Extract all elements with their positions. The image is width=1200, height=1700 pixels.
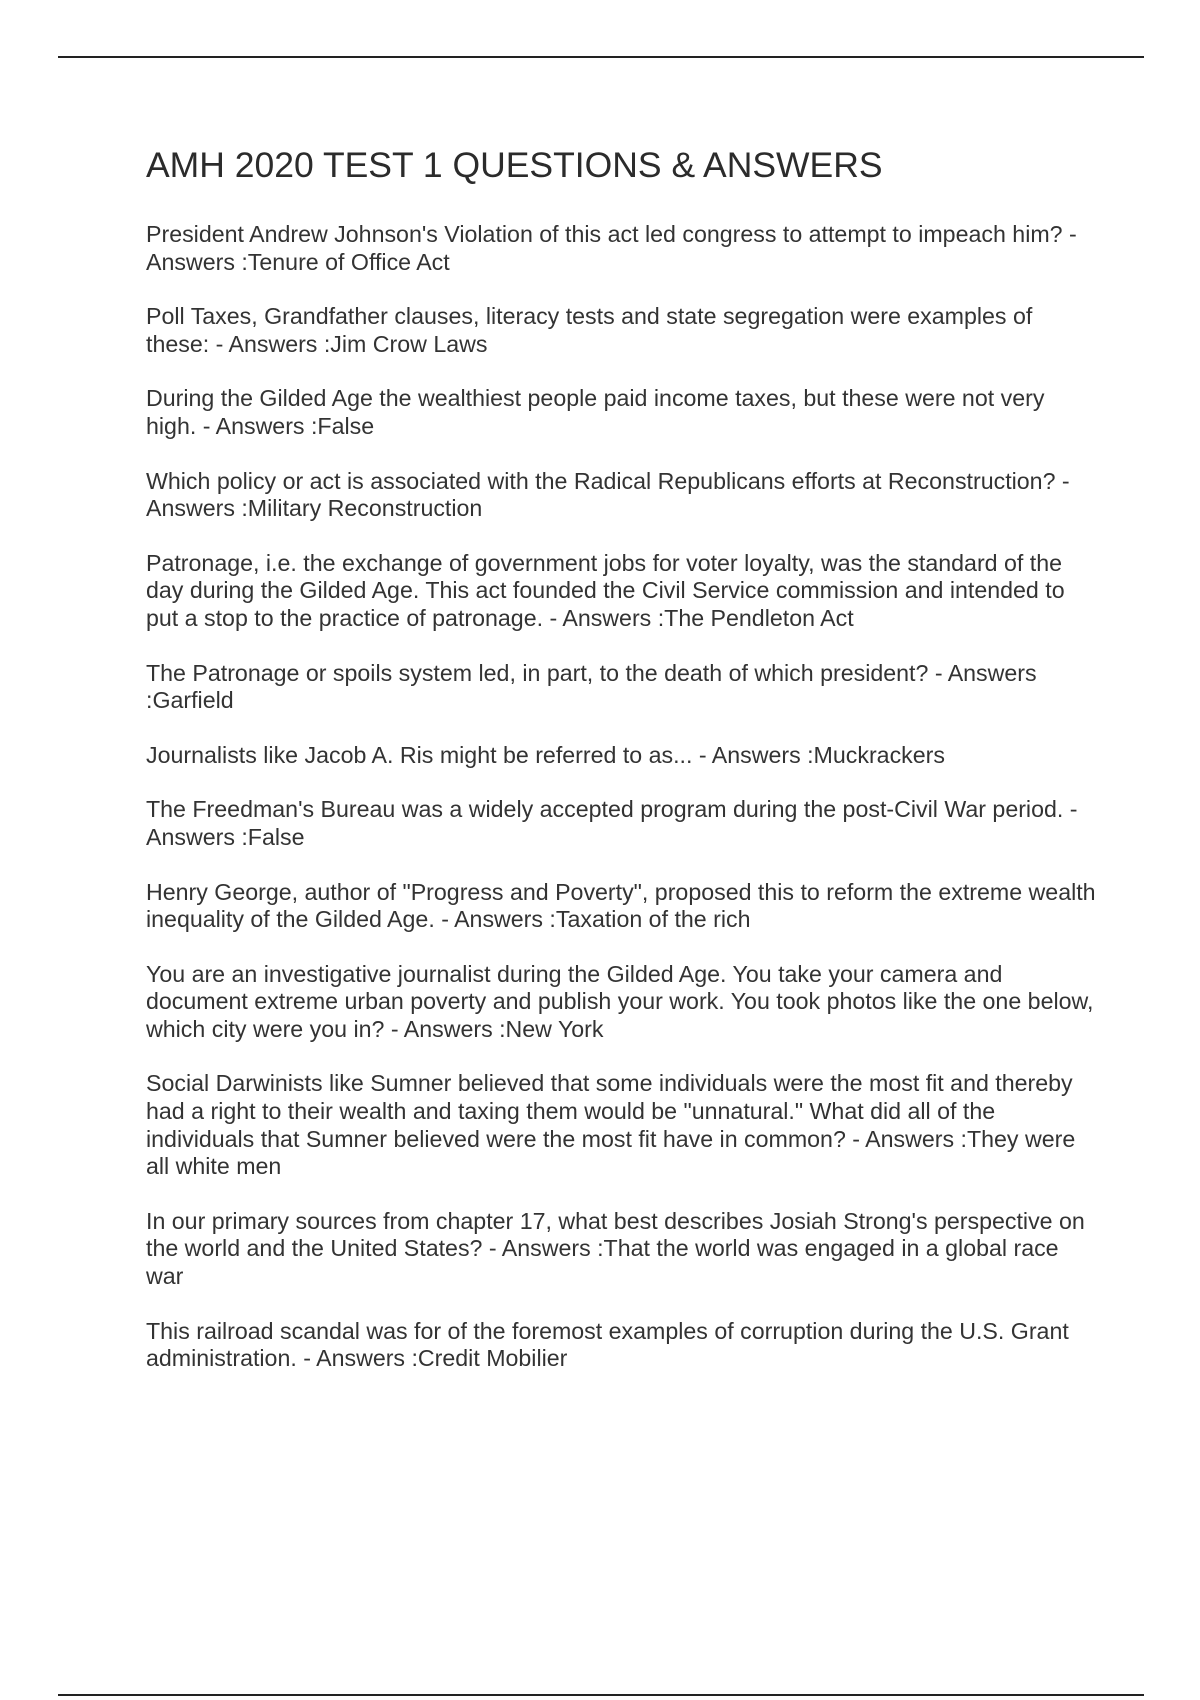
qa-item-2: Poll Taxes, Grandfather clauses, literacy tests and state segregation were examples of these: - Answers :Jim Crow Laws [146,303,1033,357]
qa-list [146,221,1096,1373]
document-title: AMH 2020 TEST 1 QUESTIONS & ANSWERS [146,145,883,185]
qa-item-6: The Patronage or spoils system led, in part, to the death of which president? - Answers :Garfield [146,659,1037,714]
qa-item-13: This railroad scandal was for of the foremost examples of corruption during the U.S. Grant administration. - Answers :Credit Mobilier [146,1317,1069,1372]
qa-item-7: Journalists like Jacob A. Ris might be referred to as... - Answers :Muckrackers [146,741,945,768]
document-body [146,142,1096,1400]
qa-item-1: President Andrew Johnson's Violation of this act led congress to attempt to impeach him? - Answers :Tenure of Office Act [146,221,1077,275]
qa-item-12: In our primary sources from chapter 17, what best describes Josiah Strong's perspective on the world and the United States? - Answers :That the world was engaged in a global race war [146,1207,1085,1290]
footer-divider [58,1694,1144,1696]
qa-item-4: Which policy or act is associated with the Radical Republicans efforts at Reconstruction? - Answers :Military Reconstruction [146,467,1070,522]
qa-item-5: Patronage, i.e. the exchange of government jobs for voter loyalty, was the standard of the day during the Gilded Age. This act founded the Civil Service commission and intended to put a stop to the practice of patronage. - Answers :The Pendleton Act [146,549,1065,631]
qa-item-11: Social Darwinists like Sumner believed that some individuals were the most fit and thereby had a right to their wealth and taxing them would be "unnatural." What did all of the individuals that Sumner believed were the most fit have in common? - Answers :They were all white men [146,1070,1076,1180]
qa-item-3: During the Gilded Age the wealthiest people paid income taxes, but these were not very high. - Answers :False [146,385,1045,439]
header-divider [58,56,1144,58]
qa-item-8: The Freedman's Bureau was a widely accepted program during the post-Civil War period. - Answers :False [146,796,1078,850]
qa-item-10: You are an investigative journalist during the Gilded Age. You take your camera and document extreme urban poverty and publish your work. You took photos like the one below, which city were you in? - Answers :New York [146,960,1094,1042]
qa-item-9: Henry George, author of "Progress and Poverty", proposed this to reform the extreme wealth inequality of the Gilded Age. - Answers :Taxation of the rich [146,878,1096,933]
